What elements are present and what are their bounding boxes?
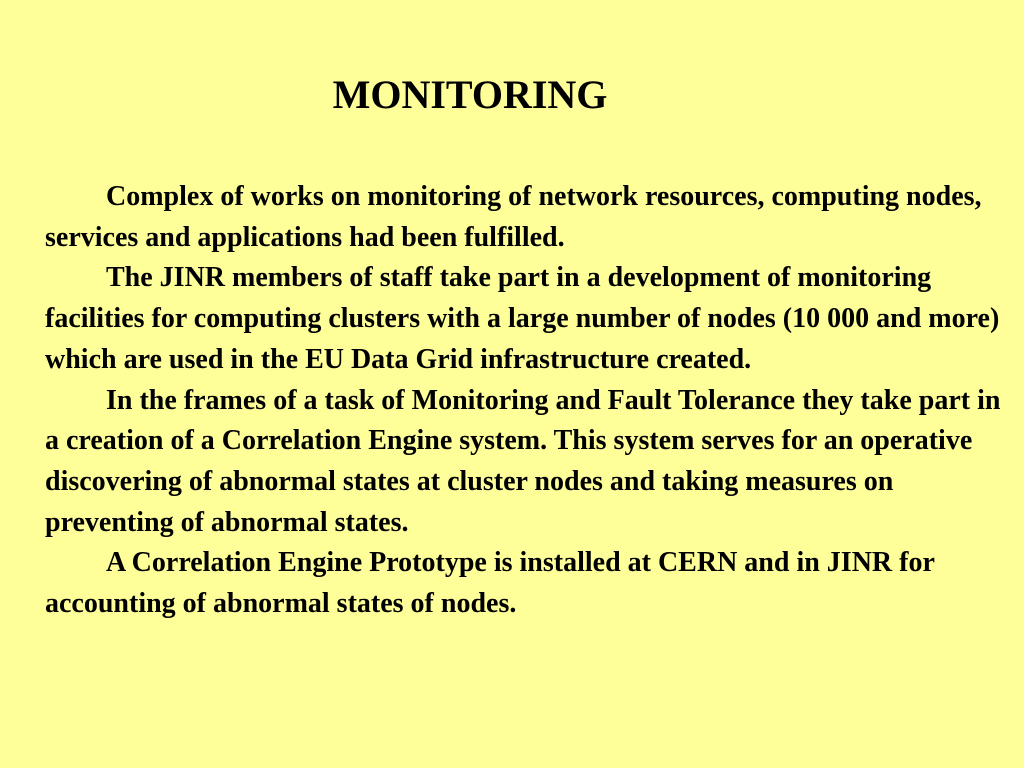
paragraph-prototype: A Correlation Engine Prototype is installed at CERN and in JINR for accounting of abnormal states of nodes.: [45, 547, 935, 620]
paragraph-monitoring-works: Complex of works on monitoring of network resources, computing nodes, services and applications had been fulfilled.: [45, 181, 982, 253]
paragraph-correlation-engine: In the frames of a task of Monitoring and Fault Tolerance they take part in a creation of a Correlation Engine system. This system serves for an operative discovering of abnormal states at cluster nodes and taking measures on preventing of abnormal states.: [45, 384, 1001, 538]
paragraph-jinr-staff: The JINR members of staff take part in a development of monitoring facilities for computing clusters with a large number of nodes (10 000 and more) which are used in the EU Data Grid infrastructure created.: [45, 262, 1000, 375]
slide-title: MONITORING: [332, 72, 608, 117]
slide-body: [45, 177, 1005, 625]
